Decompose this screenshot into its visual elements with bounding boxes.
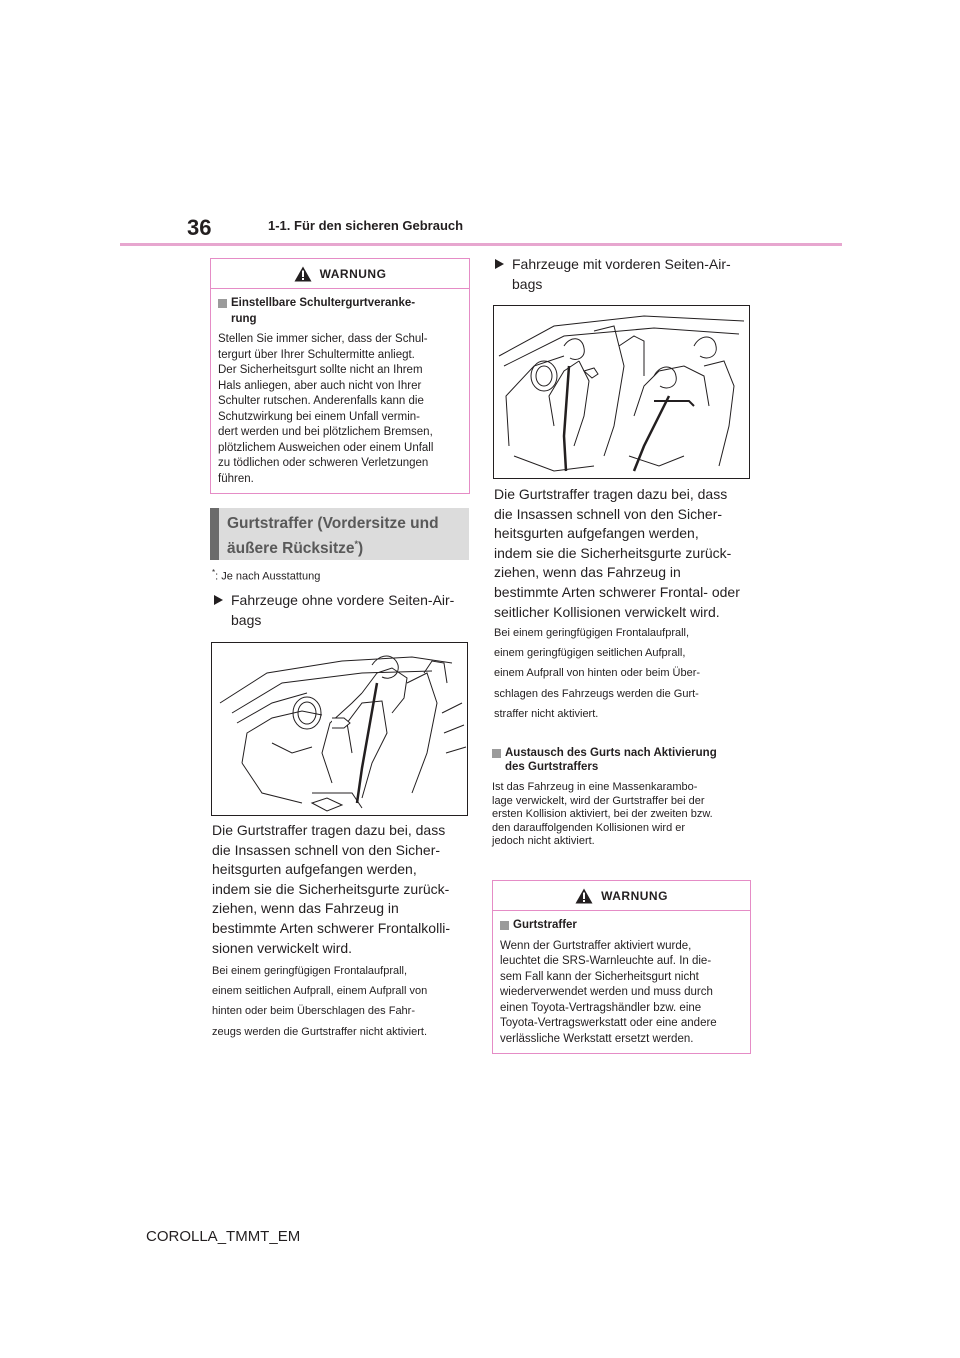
warning-header [493,881,750,911]
warning-text: Stellen Sie immer sicher, dass der Schul- tergurt über Ihrer Schultermitte anliegt. Der Sicherheitsgurt sollte nicht an Ihrem Hals anliegen, aber auch nicht von Ihrer Schulter rutschen. Anderenfalls kann die Schutzwirkung bei einem Unfall vermin- dert werden und bei plötzlichem Bremsen, plötzlichem Ausweichen oder einem Unfall zu tödlichen oder schweren Verletzungen führen. [218,333,434,485]
warning-title: WARNUNG [319,266,387,281]
subheading-text: Austausch des Gurts nach Aktivierung des Gurtstraffers [505,747,717,773]
warning-text: Wenn der Gurtstraffer aktiviert wurde, leuchtet die SRS-Warnleuchte auf. In die- sem Fall kann der Sicherheitsgurt nicht wiederverwendet werden und muss durch einen Toyota-Vertragshändler bzw. eine Toyota-Vertragswerkstatt oder eine andere verlässliche Werkstatt ersetzt werden. [500,939,717,1045]
section-heading [210,508,469,560]
bullet-text: Fahrzeuge ohne vordere Seiten-Air- bags [231,592,455,628]
triangle-bullet-icon [495,259,504,269]
left-note-text: Bei einem geringfügigen Frontalaufprall, einem seitlichen Aufprall, einem Aufprall von hinten oder beim Überschlagen des Fahr- zeugs werden die Gurtstraffer nicht aktiviert. [212,965,428,1038]
right-note-text: Bei einem geringfügigen Frontalaufprall, einem geringfügigen seitlichen Aufprall, einem Aufprall von hinten oder beim Über- schlagen des Fahrzeugs werden die Gurt- straffer nicht aktiviert. [494,627,701,720]
page-number: 36 [187,215,212,240]
bullet-no-side-airbags [214,590,466,630]
footnote: *: Je nach Ausstattung [212,568,321,583]
warning-triangle-icon [575,888,593,904]
warning-title: WARNUNG [601,888,668,903]
square-bullet-icon [492,749,501,758]
warning-subtitle [218,296,461,327]
warning-box-pretensioner [492,880,751,1054]
warning-box-shoulder-anchor [210,258,470,494]
section-title: 1-1. Für den sicheren Gebrauch [268,218,464,233]
illustration-front-and-rear-pretensioner [493,305,750,479]
right-body-text: Die Gurtstraffer tragen dazu bei, dass die Insassen schnell von den Sicher- heitsgurten aufgefangen werden, indem sie die Sicherheitsgurte zurück- ziehen, wenn das Fahrzeug in bestimmte Arten schwerer Frontal- oder seitlicher Kollisionen verwickelt wird. [494,486,740,620]
warning-header [211,259,469,289]
square-bullet-icon [218,299,227,308]
section-heading-line1: Gurtstraffer (Vordersitze und [227,515,439,532]
warning-subtitle-text: Gurtstraffer [513,919,577,931]
warning-body [493,911,750,1055]
warning-subtitle [500,918,742,934]
belt-replacement-text: Ist das Fahrzeug in eine Massenkarambo- lage verwickelt, wird der Gurtstraffer bei der ersten Kollision aktiviert, bei der zweiten bzw. den darauffolgenden Kollisionen wird er jedoch nicht aktiviert. [492,781,713,848]
car-interior-illustration [212,643,467,815]
bullet-with-side-airbags [495,254,751,294]
illustration-front-seat-pretensioner [211,642,468,816]
subheading-belt-replacement [492,746,754,774]
warning-body [211,289,469,495]
square-bullet-icon [500,921,509,930]
warning-triangle-icon [294,266,312,282]
car-interior-illustration [494,306,749,478]
footer-code: COROLLA_TMMT_EM [146,1228,301,1245]
header-divider [120,243,842,246]
bullet-text: Fahrzeuge mit vorderen Seiten-Air- bags [512,256,731,292]
triangle-bullet-icon [214,595,223,605]
left-body-text: Die Gurtstraffer tragen dazu bei, dass die Insassen schnell von den Sicher- heitsgurten aufgefangen werden, indem sie die Sicherheitsgurte zurück- ziehen, wenn das Fahrzeug in bestimmte Arten schwerer Frontalkolli- sionen verwickelt wird. [212,822,451,956]
warning-subtitle-text: Einstellbare Schultergurtveranke- rung [231,297,416,325]
section-heading-line2: äußere Rücksitze*) [227,539,364,558]
